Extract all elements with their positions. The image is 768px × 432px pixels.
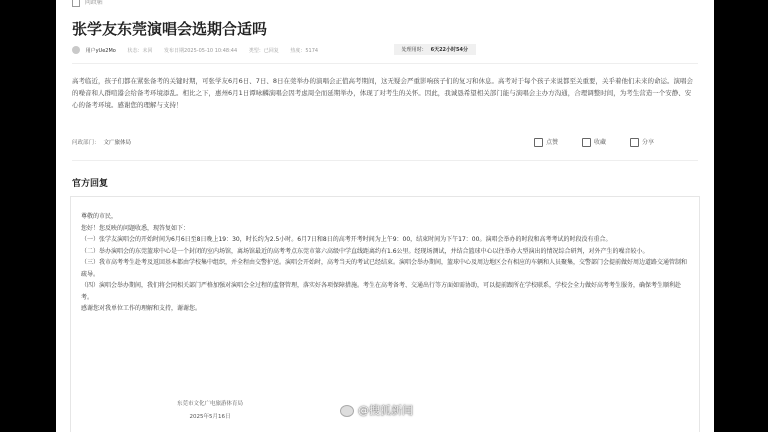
reply-greeting: 尊敬的市民，: [81, 213, 118, 220]
category-text: 类型：已回复: [248, 47, 279, 54]
page-title: 张学友东莞演唱会选期合适吗: [72, 20, 268, 38]
favorite-button[interactable]: [582, 139, 606, 146]
avatar[interactable]: [72, 46, 80, 54]
reply-line: 感谢您对我单位工作的理解和支持，谢谢您。: [81, 305, 202, 312]
official-reply-box: [70, 196, 700, 432]
section-title: 官方回复: [72, 179, 109, 189]
home-icon: [72, 0, 80, 7]
weibo-icon: [340, 405, 354, 417]
reply-line: （四）演唱会举办期间，我们将会同相关部门严格加强对演唱会全过程的监督管理，落实好各项保障措施。考生在高考备考、交通出行等方面如需协助，可以提前跟所在学校联系，学校会全力做好高考考生服务，确保考生顺利赴考。: [81, 282, 682, 301]
page-frame: [56, 0, 714, 432]
author-name[interactable]: 用户yUe2Mo: [85, 47, 116, 54]
watermark-text: @搜狐新闻: [358, 404, 413, 417]
like-button[interactable]: [534, 139, 558, 146]
favorite-label: 收藏: [594, 139, 607, 146]
article-paragraph: 高考临近，孩子们都在紧张备考的关键时期，可张学友6月6日、7日、8日在莞举办的演唱会正值高考期间，这无疑会严重影响孩子们的复习和休息。高考对于每个孩子来说都至关重要，关乎着他们未来的命运。演唱会的噪音和人群喧嚣会给备考环境添乱。相比之下，惠州6月1日谭咏麟演唱会因考虑周全而延期举办，体现了对考生的关怀。因此，我诚恳希望相关部门能与演唱会主办方沟通，合理调整时间，为考生营造一个安静、安心的备考环境。感谢您的理解与支持！: [72, 77, 694, 109]
reply-line: （一）张学友演唱会的开始时间为6月6日至8日晚上19：30，时长约为2.5小时。6月7日和8日的高考开考时间为上午9：00，结束时间为下午17：00。演唱会举办的时段和高考考试的时段没有重合。: [81, 236, 612, 243]
processing-time-badge: [394, 44, 476, 55]
thumbs-up-icon: [534, 138, 543, 147]
processing-label: 处理用时：: [401, 47, 427, 53]
processing-value: 6天22小时54分: [430, 47, 468, 53]
watermark: [340, 402, 413, 418]
breadcrumb[interactable]: [72, 0, 103, 7]
department-tag[interactable]: 文广旅体局: [103, 140, 132, 146]
article-meta: [72, 46, 328, 54]
tags-label: 问政部门：: [72, 140, 100, 146]
views-count: 热度：5174: [290, 47, 319, 54]
like-label: 点赞: [546, 139, 559, 146]
star-icon: [582, 138, 591, 147]
status-text: 状态：未回: [127, 47, 153, 54]
article-body: [72, 75, 696, 111]
post-time: 发布日期2025-05-10 10:48:44: [164, 47, 238, 54]
reply-line: （二）举办演唱会的东莞篮球中心是一个封闭的室内场馆，离场馆最近的高考考点东莞市第六高级中学直线距离约有1.6公里。经现场测试，并结合篮球中心以往举办大型演出的情况综合研判，对外产生的噪音较小。: [81, 247, 649, 255]
department-tags: [72, 138, 131, 146]
share-label: 分享: [641, 139, 654, 146]
reply-body: [81, 211, 689, 315]
reply-signature: [177, 398, 243, 424]
share-button[interactable]: [630, 139, 654, 146]
signature-date: 2025年5月16日: [189, 414, 231, 420]
reply-line: 您好！您反映的问题收悉，现答复如下：: [81, 224, 190, 232]
signature-org: 东莞市文化广电旅游体育局: [177, 401, 244, 407]
breadcrumb-text: 问政帖: [84, 0, 103, 6]
divider: [72, 160, 698, 161]
share-icon: [630, 138, 639, 147]
article-actions: [512, 137, 654, 147]
reply-line: （三）我市高考考生赴考及返回基本都由学校集中组织，并全程由交警护送。演唱会开始时，高考当天的考试已经结束。演唱会举办期间，篮球中心及周边地区会有相应的车辆和人员聚集，交警部门会提前做好周边道路交通管制和疏导。: [81, 259, 688, 278]
divider: [72, 63, 698, 64]
